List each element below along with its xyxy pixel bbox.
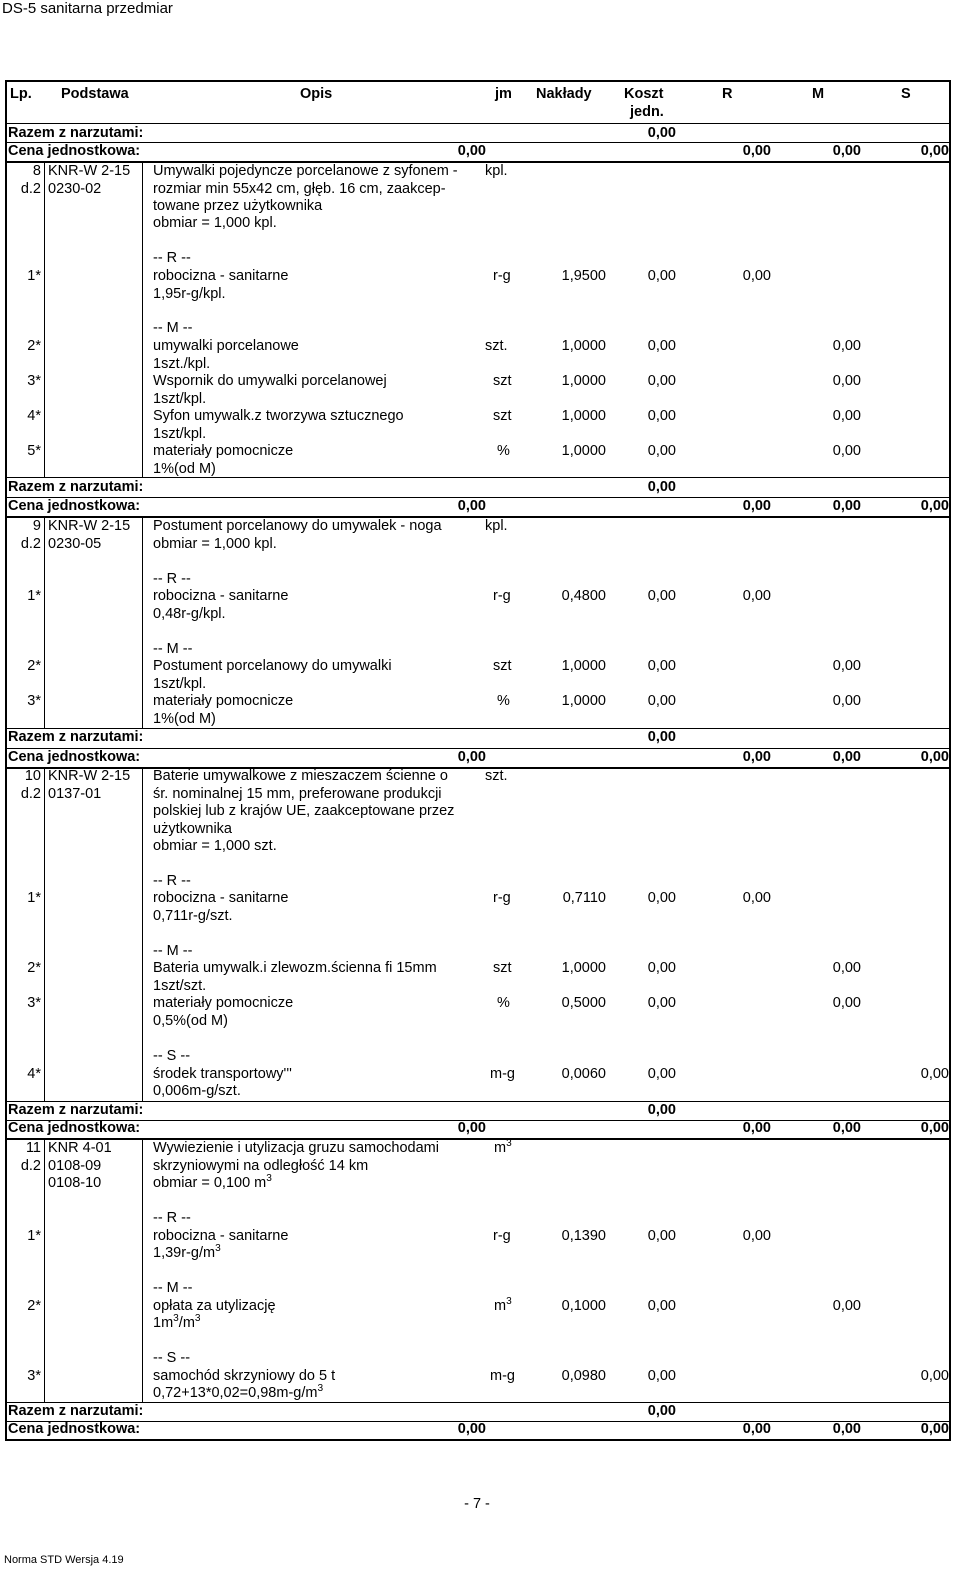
resource-norm: 0,48r-g/kpl. <box>153 606 226 622</box>
resource-koszt: 0,00 <box>647 693 676 709</box>
resource-koszt: 0,00 <box>647 658 676 674</box>
page-number: - 7 - <box>464 1496 490 1512</box>
resource-m: 0,00 <box>832 960 861 976</box>
row-separator <box>5 477 951 478</box>
header-separator <box>5 123 951 124</box>
razem-label: Razem z narzutami: <box>8 479 144 495</box>
resource-naklady: 0,0060 <box>561 1066 606 1082</box>
razem-value: 0,00 <box>647 479 676 495</box>
resource-lp: 3* <box>27 1368 41 1384</box>
resource-lp: 3* <box>27 693 41 709</box>
item-code: KNR-W 2-15 <box>48 163 131 179</box>
resource-m: 0,00 <box>832 1298 861 1314</box>
resource-name: Wspornik do umywalki porcelanowej <box>153 373 387 389</box>
razem-value: 0,00 <box>647 1102 676 1118</box>
col-divider <box>44 768 45 1102</box>
resource-naklady: 1,0000 <box>561 443 606 459</box>
item-unit: kpl. <box>485 518 508 534</box>
resource-norm: 0,006m-g/szt. <box>153 1083 241 1099</box>
cena-s: 0,00 <box>920 498 949 514</box>
norm-text: 0,72+13*0,02=0,98m-g/m <box>153 1385 318 1401</box>
resource-koszt: 0,00 <box>647 890 676 906</box>
resource-naklady: 0,4800 <box>561 588 606 604</box>
resource-koszt: 0,00 <box>647 588 676 604</box>
item-d: d.2 <box>20 181 41 197</box>
resource-naklady: 0,1390 <box>561 1228 606 1244</box>
resource-unit: szt. <box>485 338 508 354</box>
header-opis: Opis <box>300 86 333 102</box>
resource-r: 0,00 <box>742 1228 771 1244</box>
cube-superscript: 3 <box>317 1383 324 1395</box>
resource-name: umywalki porcelanowe <box>153 338 299 354</box>
cena-s: 0,00 <box>920 143 949 159</box>
header-s: S <box>901 86 911 102</box>
unit-text: m <box>494 1298 507 1314</box>
table-border-left <box>5 80 7 1441</box>
resource-lp: 1* <box>27 268 41 284</box>
item-number: 8 <box>32 163 41 179</box>
resource-naklady: 1,0000 <box>561 960 606 976</box>
resource-unit: szt <box>493 960 512 976</box>
header-jm: jm <box>495 86 512 102</box>
resource-naklady: 1,0000 <box>561 658 606 674</box>
resource-koszt: 0,00 <box>647 995 676 1011</box>
resource-lp: 2* <box>27 960 41 976</box>
norm-text: /m <box>178 1315 195 1331</box>
cena-m: 0,00 <box>832 143 861 159</box>
resource-norm: 1,95r-g/kpl. <box>153 286 226 302</box>
item-description: użytkownika <box>153 821 232 837</box>
item-description: rozmiar min 55x42 cm, głęb. 16 cm, zaakcep- <box>153 181 446 197</box>
resource-norm: 0,711r-g/szt. <box>153 908 233 924</box>
item-d: d.2 <box>20 536 41 552</box>
resource-m: 0,00 <box>832 995 861 1011</box>
item-code-2: 0230-05 <box>48 536 102 552</box>
resource-name: Syfon umywalk.z tworzywa sztucznego <box>153 408 404 424</box>
resource-unit: r-g <box>493 890 511 906</box>
resource-lp: 4* <box>27 1066 41 1082</box>
resource-name: środek transportowy''' <box>153 1066 292 1082</box>
resource-naklady: 0,1000 <box>561 1298 606 1314</box>
item-description: Postument porcelanowy do umywalek - noga <box>153 518 442 534</box>
resource-name: materiały pomocnicze <box>153 443 294 459</box>
col-divider <box>44 162 45 477</box>
item-unit: kpl. <box>485 163 508 179</box>
cena-r: 0,00 <box>742 498 771 514</box>
item-unit: szt. <box>485 768 508 784</box>
resource-lp: 2* <box>27 338 41 354</box>
resource-name: Bateria umywalk.i zlewozm.ścienna fi 15mm <box>153 960 437 976</box>
cena-m: 0,00 <box>832 498 861 514</box>
resource-name: samochód skrzyniowy do 5 t <box>153 1368 336 1384</box>
item-description: towane przez użytkownika <box>153 198 323 214</box>
resource-naklady: 0,5000 <box>561 995 606 1011</box>
resource-unit: % <box>497 693 510 709</box>
item-d: d.2 <box>20 1158 41 1174</box>
resource-unit: szt <box>493 373 512 389</box>
cena-label: Cena jednostkowa: <box>8 1421 141 1437</box>
col-divider <box>44 517 45 728</box>
resource-name: Postument porcelanowy do umywalki <box>153 658 392 674</box>
resource-unit: m-g <box>490 1368 515 1384</box>
resource-naklady: 1,0000 <box>561 338 606 354</box>
resource-koszt: 0,00 <box>647 1228 676 1244</box>
resource-unit: szt <box>493 658 512 674</box>
resource-koszt: 0,00 <box>647 373 676 389</box>
section-r-header: -- R -- <box>153 873 191 889</box>
cube-superscript: 3 <box>266 1173 272 1185</box>
row-separator <box>5 767 951 769</box>
resource-norm: 0,5%(od M) <box>153 1013 228 1029</box>
resource-unit: % <box>497 995 510 1011</box>
col-divider <box>142 517 143 728</box>
item-number: 11 <box>25 1140 41 1156</box>
resource-lp: 3* <box>27 995 41 1011</box>
resource-m: 0,00 <box>832 443 861 459</box>
resource-unit: szt <box>493 408 512 424</box>
norm-text: 1m <box>153 1315 174 1331</box>
cena-r: 0,00 <box>742 1120 771 1136</box>
resource-name: opłata za utylizację <box>153 1298 276 1314</box>
resource-lp: 1* <box>27 1228 41 1244</box>
cena-label: Cena jednostkowa: <box>8 1120 141 1136</box>
item-code-2: 0108-09 <box>48 1158 102 1174</box>
razem-label: Razem z narzutami: <box>8 125 144 141</box>
section-m-header: -- M -- <box>153 943 193 959</box>
resource-naklady: 0,7110 <box>562 890 606 906</box>
item-description: śr. nominalnej 15 mm, preferowane produkcji <box>153 786 442 802</box>
cena-value: 0,00 <box>457 498 486 514</box>
item-code-2: 0137-01 <box>48 786 102 802</box>
resource-koszt: 0,00 <box>647 268 676 284</box>
item-obmiar: obmiar = 1,000 kpl. <box>153 536 277 552</box>
resource-norm: 1szt./kpl. <box>153 356 211 372</box>
cena-value: 0,00 <box>457 143 486 159</box>
resource-unit: r-g <box>493 268 511 284</box>
cena-r: 0,00 <box>742 1421 771 1437</box>
row-separator <box>5 1101 951 1102</box>
footer-version: Norma STD Wersja 4.19 <box>4 1554 124 1566</box>
resource-unit: % <box>497 443 510 459</box>
resource-r: 0,00 <box>742 890 771 906</box>
section-r-header: -- R -- <box>153 1210 191 1226</box>
resource-name: robocizna - sanitarne <box>153 268 289 284</box>
resource-naklady: 1,0000 <box>561 693 606 709</box>
table-border-top <box>5 80 951 82</box>
cena-m: 0,00 <box>832 1120 861 1136</box>
resource-lp: 2* <box>27 658 41 674</box>
cena-m: 0,00 <box>832 749 861 765</box>
resource-s: 0,00 <box>920 1368 949 1384</box>
cena-value: 0,00 <box>457 1120 486 1136</box>
item-description: Baterie umywalkowe z mieszaczem ścienne o <box>153 768 448 784</box>
item-d: d.2 <box>20 786 41 802</box>
col-divider <box>142 1139 143 1402</box>
item-description: skrzyniowymi na odległość 14 km <box>153 1158 369 1174</box>
cube-superscript: 3 <box>506 1296 512 1308</box>
resource-name: materiały pomocnicze <box>153 995 294 1011</box>
resource-name: robocizna - sanitarne <box>153 890 289 906</box>
item-number: 10 <box>24 768 41 784</box>
item-code: KNR-W 2-15 <box>48 518 131 534</box>
col-divider <box>44 1139 45 1402</box>
resource-unit: r-g <box>493 1228 511 1244</box>
section-r-header: -- R -- <box>153 250 191 266</box>
resource-naklady: 1,0000 <box>561 373 606 389</box>
item-code: KNR-W 2-15 <box>48 768 131 784</box>
item-description: Umywalki pojedyncze porcelanowe z syfonem - <box>153 163 458 179</box>
header-podstawa: Podstawa <box>61 86 129 102</box>
razem-label: Razem z narzutami: <box>8 1403 144 1419</box>
resource-norm: 1%(od M) <box>153 711 216 727</box>
resource-lp: 1* <box>27 588 41 604</box>
resource-r: 0,00 <box>742 588 771 604</box>
resource-koszt: 0,00 <box>647 443 676 459</box>
row-separator <box>5 728 951 729</box>
cena-r: 0,00 <box>742 749 771 765</box>
razem-label: Razem z narzutami: <box>8 1102 144 1118</box>
cena-label: Cena jednostkowa: <box>8 143 141 159</box>
section-m-header: -- M -- <box>153 641 193 657</box>
cena-s: 0,00 <box>920 749 949 765</box>
section-m-header: -- M -- <box>153 320 193 336</box>
resource-lp: 5* <box>27 443 41 459</box>
header-r: R <box>722 86 733 102</box>
resource-lp: 4* <box>27 408 41 424</box>
cena-m: 0,00 <box>832 1421 861 1437</box>
razem-value: 0,00 <box>647 1403 676 1419</box>
resource-lp: 1* <box>27 890 41 906</box>
row-separator <box>5 516 951 518</box>
col-divider <box>142 768 143 1102</box>
resource-norm: 1szt/kpl. <box>153 391 207 407</box>
resource-naklady: 0,0980 <box>561 1368 606 1384</box>
cube-superscript: 3 <box>173 1313 179 1325</box>
resource-unit: m-g <box>490 1066 515 1082</box>
resource-koszt: 0,00 <box>647 1368 676 1384</box>
item-description: Wywiezienie i utylizacja gruzu samochodami <box>153 1140 439 1156</box>
header-m: M <box>812 86 825 102</box>
item-number: 9 <box>32 518 41 534</box>
cena-r: 0,00 <box>742 143 771 159</box>
header-koszt-jedn: jedn. <box>630 104 664 120</box>
resource-norm: 1szt/szt. <box>153 978 207 994</box>
resource-norm: 1%(od M) <box>153 461 216 477</box>
resource-koszt: 0,00 <box>647 1066 676 1082</box>
resource-m: 0,00 <box>832 408 861 424</box>
resource-koszt: 0,00 <box>647 1298 676 1314</box>
row-separator <box>5 1402 951 1403</box>
header-lp: Lp. <box>10 86 32 102</box>
table-border-bottom <box>5 1439 951 1441</box>
document-title: DS-5 sanitarna przedmiar <box>2 0 173 17</box>
razem-label: Razem z narzutami: <box>8 729 144 745</box>
cena-label: Cena jednostkowa: <box>8 749 141 765</box>
resource-koszt: 0,00 <box>647 408 676 424</box>
item-code-2: 0230-02 <box>48 181 102 197</box>
resource-name: robocizna - sanitarne <box>153 1228 289 1244</box>
cube-superscript: 3 <box>506 1138 512 1150</box>
resource-norm <box>153 1315 201 1332</box>
cube-superscript: 3 <box>194 1313 201 1325</box>
section-m-header: -- M -- <box>153 1280 193 1296</box>
header-naklady: Nakłady <box>536 86 592 102</box>
item-obmiar: obmiar = 1,000 szt. <box>153 838 277 854</box>
resource-norm: 1szt/kpl. <box>153 676 207 692</box>
cena-label: Cena jednostkowa: <box>8 498 141 514</box>
unit-text: m <box>494 1140 507 1156</box>
row-separator <box>5 161 951 163</box>
resource-norm <box>153 1385 323 1402</box>
item-obmiar: obmiar = 1,000 kpl. <box>153 215 277 231</box>
col-divider <box>142 162 143 477</box>
resource-unit: r-g <box>493 588 511 604</box>
section-s-header: -- S -- <box>153 1048 191 1064</box>
resource-lp: 2* <box>27 1298 41 1314</box>
resource-norm <box>153 1245 221 1262</box>
razem-value: 0,00 <box>647 729 676 745</box>
table-border-right <box>949 80 951 1441</box>
section-s-header: -- S -- <box>153 1350 191 1366</box>
cube-superscript: 3 <box>215 1243 221 1255</box>
resource-lp: 3* <box>27 373 41 389</box>
resource-name: materiały pomocnicze <box>153 693 294 709</box>
resource-m: 0,00 <box>832 658 861 674</box>
row-separator <box>5 1138 951 1140</box>
section-r-header: -- R -- <box>153 571 191 587</box>
resource-r: 0,00 <box>742 268 771 284</box>
resource-m: 0,00 <box>832 693 861 709</box>
obmiar-text: obmiar = 0,100 m <box>153 1175 267 1191</box>
resource-unit <box>494 1298 512 1315</box>
header-koszt: Koszt <box>624 86 664 102</box>
resource-s: 0,00 <box>920 1066 949 1082</box>
norm-text: 1,39r-g/m <box>153 1245 216 1261</box>
resource-naklady: 1,0000 <box>561 408 606 424</box>
item-unit <box>494 1140 512 1157</box>
resource-naklady: 1,9500 <box>561 268 606 284</box>
item-description: polskiej lub z krajów UE, zaakceptowane przez <box>153 803 455 819</box>
item-code-3: 0108-10 <box>48 1175 102 1191</box>
resource-koszt: 0,00 <box>647 960 676 976</box>
cena-s: 0,00 <box>920 1421 949 1437</box>
cena-value: 0,00 <box>457 1421 486 1437</box>
item-code: KNR 4-01 <box>48 1140 112 1156</box>
cena-s: 0,00 <box>920 1120 949 1136</box>
resource-m: 0,00 <box>832 338 861 354</box>
resource-name: robocizna - sanitarne <box>153 588 289 604</box>
item-obmiar <box>153 1175 272 1192</box>
cena-value: 0,00 <box>457 749 486 765</box>
razem-value: 0,00 <box>647 125 676 141</box>
resource-koszt: 0,00 <box>647 338 676 354</box>
resource-norm: 1szt/kpl. <box>153 426 207 442</box>
resource-m: 0,00 <box>832 373 861 389</box>
